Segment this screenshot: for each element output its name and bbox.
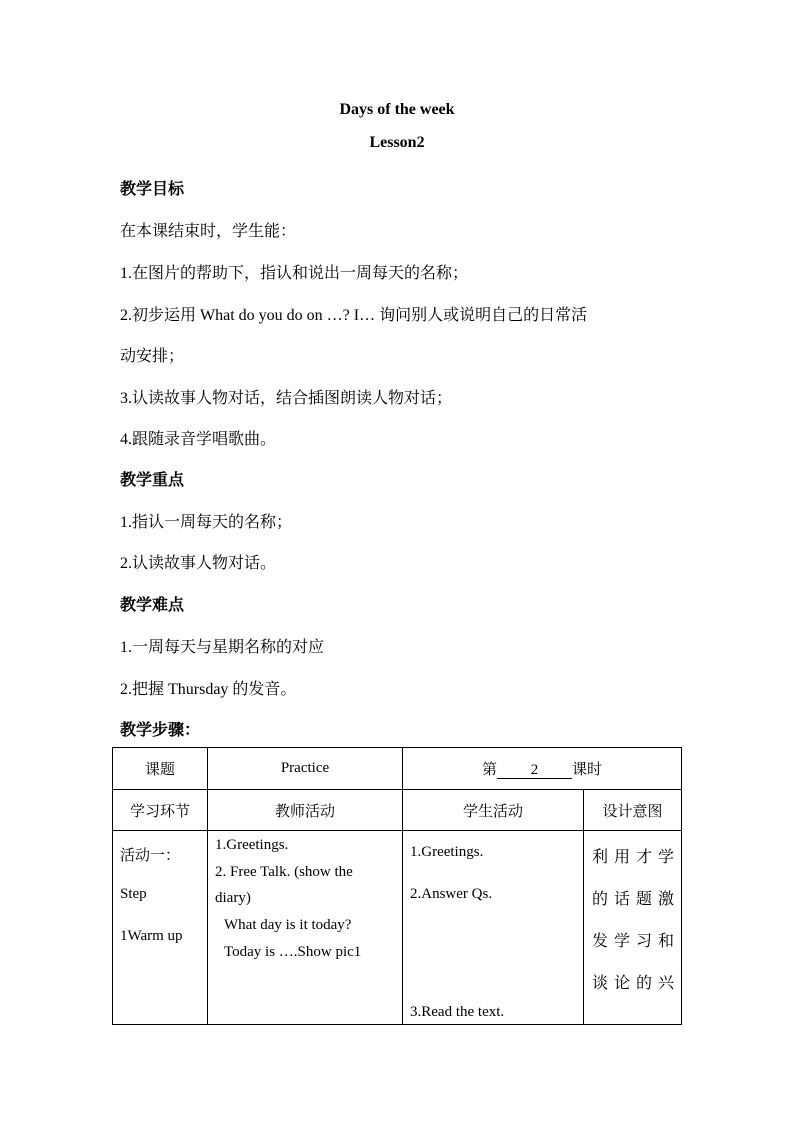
student-activity-cell (403, 831, 584, 1025)
period-value: 2 (497, 762, 572, 779)
stage-line: Step (120, 886, 147, 902)
lesson-number: Lesson2 (369, 134, 425, 151)
stage-cell (113, 831, 208, 1025)
teacher-line: What day is it today? (224, 917, 352, 933)
student-line: 1.Greetings. (410, 844, 484, 860)
teacher-line: diary) (215, 890, 251, 906)
difficulty-item: 1.一周每天与星期名称的对应 (120, 639, 325, 656)
period-cell (403, 748, 682, 790)
teacher-line: 1.Greetings. (215, 837, 289, 853)
header-student: 学生活动 (403, 790, 584, 831)
header-stage: 学习环节 (113, 790, 208, 831)
objective-item: 动安排； (120, 348, 185, 365)
document-title: Days of the week (339, 101, 455, 118)
steps-heading: 教学步骤： (120, 722, 201, 739)
objectives-intro: 在本课结束时，学生能： (120, 223, 297, 240)
header-teacher: 教师活动 (208, 790, 403, 831)
intent-line: 利用才学 (592, 849, 681, 866)
teacher-line: 2. Free Talk. (show the (215, 864, 353, 880)
period-prefix: 第 (481, 762, 497, 778)
table-row (113, 748, 682, 790)
period-suffix: 课时 (572, 762, 603, 778)
stage-line: 活动一： (120, 848, 181, 864)
intent-line: 谈论的兴 (592, 975, 681, 992)
objective-item: 2.初步运用 What do you do on …? I… 询问别人或说明自己的日常活 (120, 307, 588, 324)
difficulties-heading: 教学难点 (120, 597, 185, 614)
design-intent-cell (584, 831, 682, 1025)
student-line: 2.Answer Qs. (410, 886, 493, 902)
objectives-heading: 教学目标 (120, 181, 185, 198)
teacher-activity-cell (208, 831, 403, 1025)
table-row (113, 831, 682, 1025)
key-points-heading: 教学重点 (120, 472, 185, 489)
key-point-item: 1.指认一周每天的名称； (120, 514, 293, 531)
teacher-line: Today is ….Show pic1 (224, 944, 362, 960)
header-intent: 设计意图 (584, 790, 682, 831)
intent-line: 发学习和 (592, 933, 681, 950)
stage-line: 1Warm up (120, 928, 183, 944)
topic-label-cell: 课题 (113, 748, 208, 790)
lesson-steps-table (112, 747, 682, 1025)
key-point-item: 2.认读故事人物对话。 (120, 555, 277, 572)
objective-item: 3.认读故事人物对话，结合插图朗读人物对话； (120, 390, 453, 407)
intent-line: 的话题激 (592, 891, 681, 908)
objective-item: 4.跟随录音学唱歌曲。 (120, 431, 277, 448)
topic-value-cell: Practice (208, 748, 403, 790)
table-header-row (113, 790, 682, 831)
difficulty-item: 2.把握 Thursday 的发音。 (120, 681, 297, 698)
student-line: 3.Read the text. (410, 1004, 505, 1020)
objective-item: 1.在图片的帮助下，指认和说出一周每天的名称； (120, 265, 469, 282)
